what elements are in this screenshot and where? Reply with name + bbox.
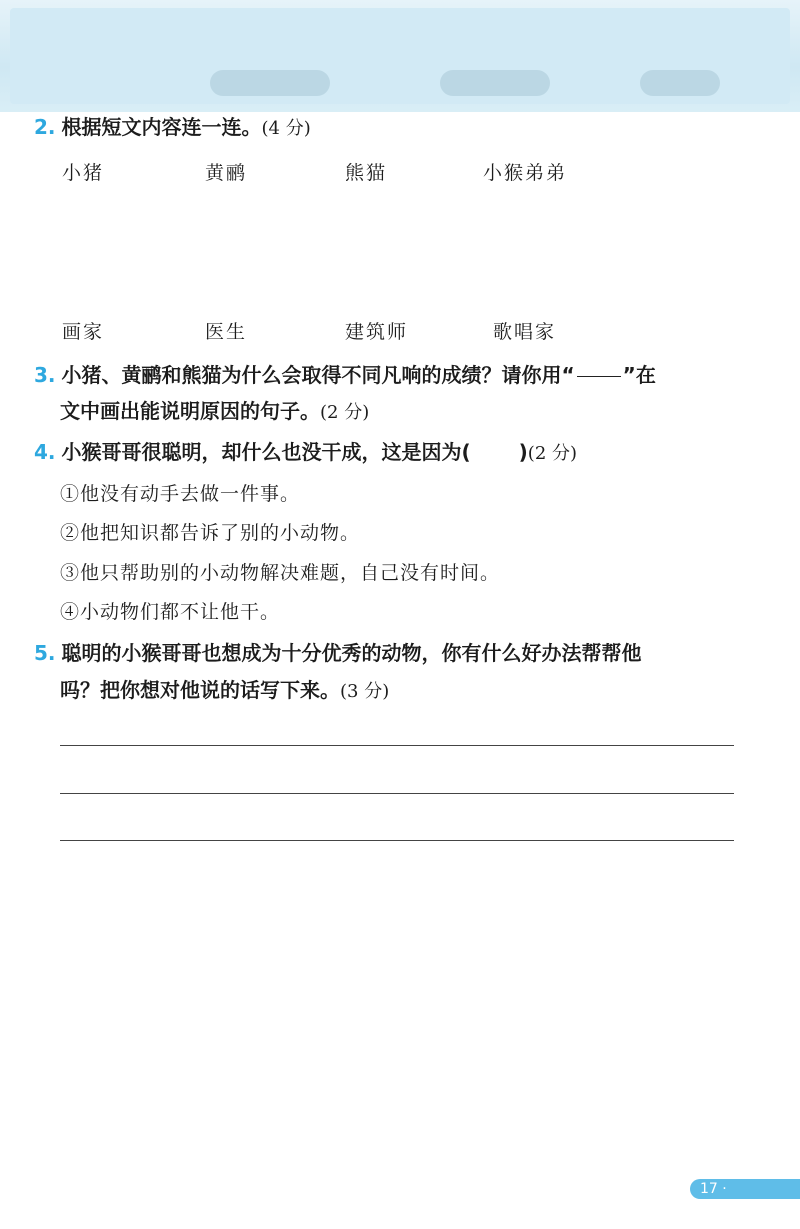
- header-ghost-shape: [640, 70, 720, 96]
- question-text: 吗？把你想对他说的话写下来。: [60, 678, 340, 702]
- question-5: [34, 638, 760, 668]
- underline-sample: [577, 376, 621, 377]
- question-points: (3 分): [340, 681, 390, 702]
- question-text: 小猪、黄鹂和熊猫为什么会取得不同凡响的成绩？请你用“: [61, 363, 575, 387]
- question-text: 根据短文内容连一连。: [61, 115, 262, 139]
- question-number: 2.: [34, 115, 56, 139]
- question-number: 4.: [34, 440, 56, 464]
- header-ghost-shape: [210, 70, 330, 96]
- question-5-line-2: [60, 675, 389, 707]
- match-top-word[interactable]: 熊猫: [345, 162, 388, 184]
- question-text: 小猴哥哥很聪明，却什么也没干成，这是因为(: [61, 440, 471, 464]
- question-number: 3.: [34, 363, 56, 387]
- option-2[interactable]: ②他把知识都告诉了别的小动物。: [60, 522, 361, 544]
- question-2: [34, 112, 311, 144]
- answer-line[interactable]: [60, 745, 734, 746]
- question-points: (4 分): [261, 118, 311, 139]
- answer-line[interactable]: [60, 840, 734, 841]
- match-top-word[interactable]: 小猪: [62, 162, 105, 184]
- question-3-line-2: [60, 396, 369, 428]
- match-bottom-word[interactable]: 画家: [62, 321, 105, 343]
- question-text: 文中画出能说明原因的句子。: [60, 399, 320, 423]
- header-band: [0, 0, 800, 112]
- question-text-end: ”在: [622, 363, 656, 387]
- option-4[interactable]: ④小动物们都不让他干。: [60, 601, 281, 623]
- paren-close: ): [518, 440, 528, 464]
- question-3: [34, 360, 760, 390]
- question-4: [34, 437, 577, 469]
- match-bottom-word[interactable]: 歌唱家: [493, 321, 557, 343]
- answer-line[interactable]: [60, 793, 734, 794]
- match-top-word[interactable]: 黄鹂: [205, 162, 248, 184]
- match-top-word[interactable]: 小猴弟弟: [483, 162, 568, 184]
- page-number: 17 ·: [700, 1181, 727, 1197]
- match-bottom-word[interactable]: 建筑师: [345, 321, 409, 343]
- option-1[interactable]: ①他没有动手去做一件事。: [60, 483, 301, 505]
- question-points: (2 分): [320, 402, 370, 423]
- question-text: 聪明的小猴哥哥也想成为十分优秀的动物，你有什么好办法帮帮他: [61, 641, 642, 665]
- match-bottom-word[interactable]: 医生: [205, 321, 248, 343]
- question-points: (2 分): [527, 443, 578, 464]
- header-ghost-shape: [440, 70, 550, 96]
- question-number: 5.: [34, 641, 56, 665]
- option-3[interactable]: ③他只帮助别的小动物解决难题，自己没有时间。: [60, 562, 501, 584]
